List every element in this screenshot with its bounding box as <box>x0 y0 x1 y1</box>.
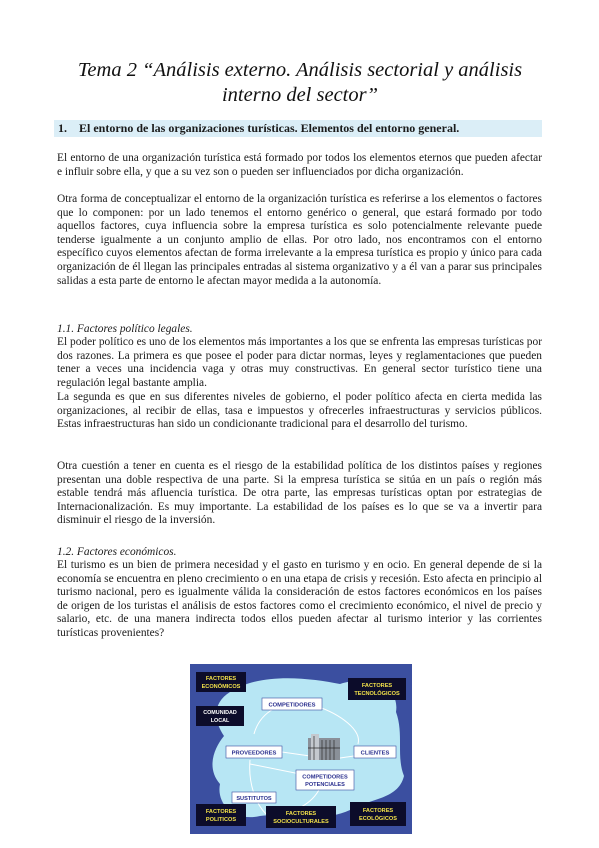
comunidad-local-label-1: COMUNIDAD <box>203 710 237 716</box>
subsection-1-2-paragraph-1: El turismo es un bien de primera necesidad y el gasto en turismo y en ocio. En general depende de si la economía se encuentra en pleno crecimiento o en una etapa de crisis y recesión. Esto afecta en principio al turismo nacional, pero es igualmente válida la consideración de estos factores económicos en los países de origen de los turistas el análisis de estos factores como el crecimiento económico, el nivel de precio y salario, etc. de una manera indirecta todos ellos pueden afectar al turismo interior y las corrientes turísticas provenientes? <box>57 559 542 639</box>
factores-ecologicos-box <box>350 802 406 826</box>
factores-politicos-label-2: POLITICOS <box>205 817 237 823</box>
clientes-label: CLIENTES <box>360 750 390 757</box>
factores-tecnologicos-label-2: TECNOLÓGICOS <box>354 691 400 697</box>
factores-tecnologicos-label-1: FACTORES <box>361 683 393 689</box>
competidores-label: COMPETIDORES <box>268 702 316 709</box>
subsection-1-1-heading: 1.1. Factores político legales. <box>57 323 193 335</box>
subsection-1-1-paragraph-3: Otra cuestión a tener en cuenta es el riesgo de la estabilidad política de los distintos países y regiones presentan una doble respectiva de una parte. Si la empresa turística se sitúa en un país o región más estable tendrá más afluencia turística. De otra parte, las empresas turísticas optan por estrategias de Internacionalización. Es muy importante. La estabilidad de los países es lo que se va a invertir para disminuir el riesgo de la inversión. <box>57 460 542 527</box>
factores-politicos-label-1: FACTORES <box>205 809 237 815</box>
environment-diagram <box>190 664 412 834</box>
sustitutos-label: SUSTITUTOS <box>236 796 272 802</box>
document-title: Tema 2 “Análisis externo. Análisis sectorial y análisis interno del sector” <box>77 59 523 106</box>
section-1-paragraph-1: El entorno de una organización turística está formado por todos los elementos eternos que pueden afectar e influir sobre ella, y que a su vez son o pueden ser influenciados por dicha organización. <box>57 152 542 178</box>
subsection-1-1-paragraph-1: El poder político es uno de los elementos más importantes a los que se enfrenta las empresas turísticas por dos razones. La primera es que posee el poder para dictar normas, leyes y reglamentaciones que pueden tener a veces una incidencia vaga y otras muy constructivas. En general sector turístico tiene una regulación legal bastante amplia. <box>57 336 542 389</box>
factores-economicos-label-2: ECONÓMICOS <box>201 684 241 690</box>
factores-economicos-label-1: FACTORES <box>205 676 237 682</box>
factores-socioculturales-label-2: SOCIOCULTURALES <box>273 819 329 825</box>
factores-ecologicos-label-1: FACTORES <box>362 808 394 814</box>
factores-ecologicos-label-2: ECOLÓGICOS <box>359 816 397 822</box>
comunidad-local-label-2: LOCAL <box>210 718 230 724</box>
subsection-1-1-paragraph-2: La segunda es que en sus diferentes niveles de gobierno, el poder político afecta en cierta medida las organizaciones, al recibir de ellas, tasa e impuestos y ofrecerles infraestructuras y servicios públicos. Estas infraestructuras han sido un condicionante tradicional para el desarrollo del turismo. <box>57 391 542 431</box>
subsection-1-2-heading: 1.2. Factores económicos. <box>57 546 177 558</box>
factores-socioculturales-label-1: FACTORES <box>285 811 317 817</box>
competidores-potenciales-label-1: COMPETIDORES <box>302 774 348 781</box>
competidores-potenciales-label-2: POTENCIALES <box>305 782 345 788</box>
proveedores-label: PROVEEDORES <box>231 750 277 757</box>
section-1-paragraph-2: Otra forma de conceptualizar el entorno de la organización turística es referirse a los elementos o factores que lo componen: por un lado tenemos el entorno genérico o general, que estará formado por todo aquellos factores, cuya influencia sobre la empresa turística es solo potencialmente relevante puede tenderse igualmente a un conjunto amplio de ellas. Por otro lado, nos encontramos con el entorno específico cuyos elementos afectan de forma irrelevante a la empresa turística es propio y único para cada organización de él llegan las principales entradas al sistema organizativo y a él van a parar sus principales salidas a esta parte de entorno le afectan mayor medida a la autonomía. <box>57 193 542 287</box>
section-1-heading: 1. El entorno de las organizaciones turísticas. Elementos del entorno general. <box>58 121 460 135</box>
